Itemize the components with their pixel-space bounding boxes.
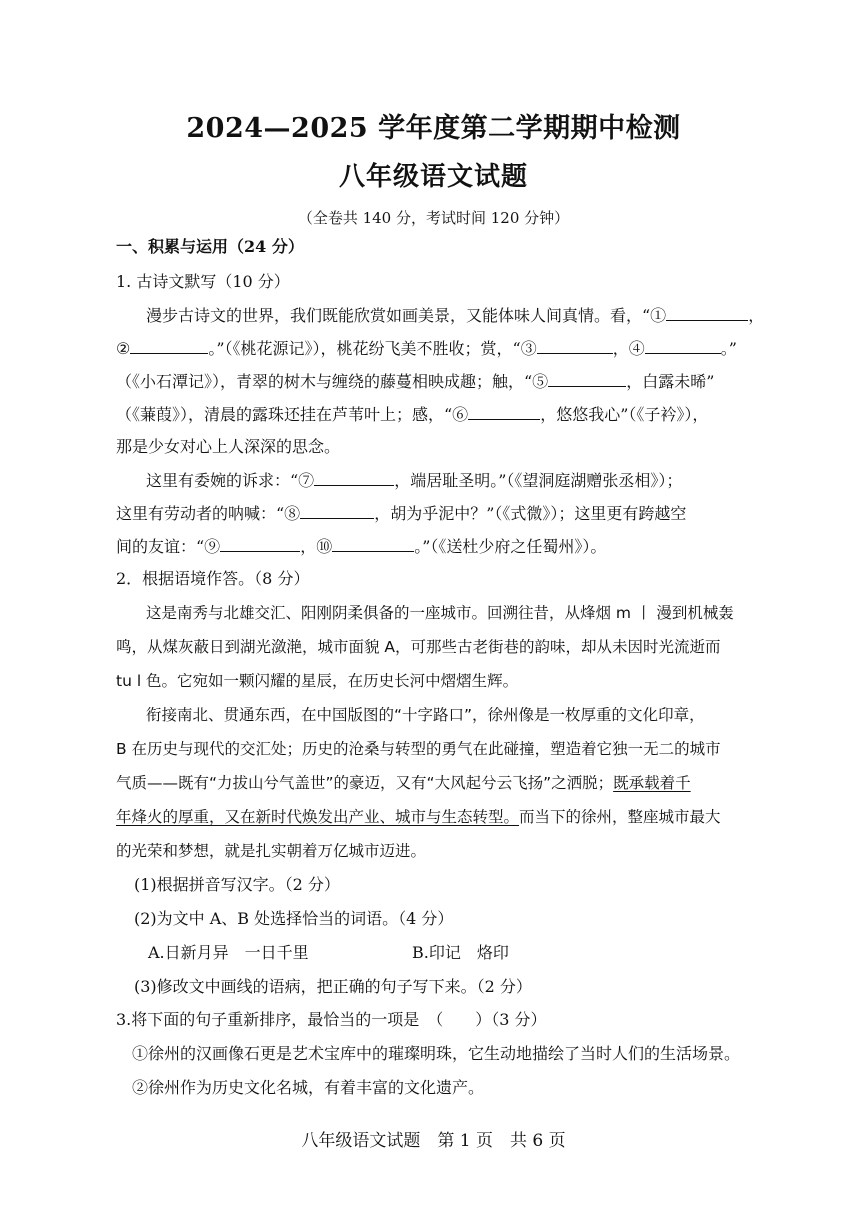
question-2-label: 2．根据语境作答。（8 分） bbox=[116, 569, 310, 588]
exam-note: （全卷共 140 分，考试时间 120 分钟） bbox=[297, 209, 570, 227]
answer-blank-10[interactable] bbox=[332, 535, 414, 552]
q1-line bbox=[146, 469, 682, 492]
q1-text: ，胡为乎泥中？”（《式微》）；这里更有跨越空 bbox=[374, 504, 687, 523]
q2-subquestion-2: (2)为文中 A、B 处选择恰当的词语。（4 分） bbox=[134, 909, 454, 928]
q2-passage-line: 鸣，从煤灰蔽日到湖光潋滟，城市面貌 A，可那些古老街巷的韵味，却从未因时光流逝而 bbox=[116, 638, 721, 656]
question-3-label: 3.将下面的句子重新排序，最恰当的一项是 （ ）（3 分） bbox=[116, 1010, 547, 1029]
answer-blank-7[interactable] bbox=[314, 469, 394, 486]
q1-line bbox=[116, 535, 606, 558]
page-footer: 八年级语文试题 第 1 页 共 6 页 bbox=[301, 1131, 566, 1151]
q1-text: 漫步古诗文的世界，我们既能欣赏如画美景，又能体味人间真情。看，“① bbox=[146, 306, 667, 325]
q1-text: 。”（《送杜少府之任蜀州》）。 bbox=[414, 537, 607, 556]
answer-blank-8[interactable] bbox=[300, 502, 374, 519]
answer-blank-2[interactable] bbox=[130, 337, 208, 354]
q1-text: ，白露未晞” bbox=[626, 372, 715, 391]
q1-text: ，悠悠我心”（《子衿》）， bbox=[540, 405, 709, 424]
q2-option-b[interactable]: B.印记 烙印 bbox=[412, 943, 509, 962]
q1-text: （《小石潭记》），青翠的树木与缠绕的藤蔓相映成趣；触，“⑤ bbox=[116, 372, 549, 391]
q2-passage-line: 的光荣和梦想，就是扎实朝着万亿城市迈进。 bbox=[116, 842, 427, 860]
q3-sentence-1: ①徐州的汉画像石更是艺术宝库中的璀璨明珠，它生动地描绘了当时人们的生活场景。 bbox=[132, 1044, 741, 1063]
question-1-label: 1. 古诗文默写（10 分） bbox=[116, 272, 290, 291]
q1-text: ， bbox=[748, 306, 765, 325]
q1-line bbox=[116, 337, 737, 360]
q2-passage-line: 衔接南北、贯通东西，在中国版图的“十字路口”，徐州像是一枚厚重的文化印章， bbox=[146, 706, 705, 724]
q1-text: 。”（《桃花源记》），桃花纷飞美不胜收；赏，“③ bbox=[208, 339, 537, 358]
q2-passage-line: B 在历史与现代的交汇处；历史的沧桑与转型的勇气在此碰撞，塑造着它独一无二的城市 bbox=[116, 740, 721, 758]
q1-line bbox=[116, 403, 708, 426]
q2-subquestion-1: (1)根据拼音写汉字。（2 分） bbox=[134, 875, 340, 894]
section-heading: 一、积累与运用（24 分） bbox=[116, 237, 304, 256]
answer-blank-4[interactable] bbox=[645, 337, 721, 354]
exam-subtitle: 八年级语文试题 bbox=[338, 162, 528, 192]
answer-blank-3[interactable] bbox=[537, 337, 613, 354]
q1-line bbox=[146, 304, 764, 327]
q1-line: 那是少女对心上人深深的思念。 bbox=[116, 437, 341, 456]
exam-title: 2024—2025 学年度第二学期期中检测 bbox=[186, 113, 681, 144]
q2-option-a[interactable]: A.日新月异 一日千里 bbox=[148, 943, 309, 962]
q1-text: ，端居耻圣明。”（《望洞庭湖赠张丞相》）； bbox=[394, 471, 683, 490]
underlined-sentence: 年烽火的厚重，又在新时代焕发出产业、城市与生态转型。 bbox=[116, 808, 520, 826]
q1-text: 这里有劳动者的呐喊：“⑧ bbox=[116, 504, 301, 523]
q2-passage-line bbox=[116, 806, 721, 828]
q1-text: 这里有委婉的诉求：“⑦ bbox=[146, 471, 315, 490]
answer-blank-5[interactable] bbox=[548, 370, 626, 387]
q1-line bbox=[116, 502, 686, 525]
q1-text: （《蒹葭》），清晨的露珠还挂在芦苇叶上；感，“⑥ bbox=[116, 405, 469, 424]
q2-passage-line bbox=[116, 772, 691, 794]
q2-text: 气质——既有“力拔山兮气盖世”的豪迈，又有“大风起兮云飞扬”之洒脱； bbox=[116, 774, 614, 792]
answer-blank-6[interactable] bbox=[468, 403, 540, 420]
q1-text: ② bbox=[116, 339, 131, 358]
q1-text: ，⑩ bbox=[300, 537, 333, 556]
answer-blank-9[interactable] bbox=[220, 535, 300, 552]
q2-subquestion-3: (3)修改文中画线的语病，把正确的句子写下来。（2 分） bbox=[134, 977, 532, 996]
q2-text: 而当下的徐州，整座城市最大 bbox=[519, 808, 721, 826]
q1-text: 间的友谊：“⑨ bbox=[116, 537, 221, 556]
q2-passage-line: tu l 色。它宛如一颗闪耀的星辰，在历史长河中熠熠生辉。 bbox=[116, 672, 519, 690]
q1-line bbox=[116, 370, 714, 393]
q2-passage-line: 这是南秀与北雄交汇、阳刚阴柔俱备的一座城市。回溯往昔，从烽烟 m 丨 漫到机械轰 bbox=[146, 604, 734, 622]
q1-text: ，④ bbox=[612, 339, 645, 358]
answer-blank-1[interactable] bbox=[666, 304, 748, 321]
q1-text: 。” bbox=[720, 339, 737, 358]
q3-sentence-2: ②徐州作为历史文化名城，有着丰富的文化遗产。 bbox=[132, 1078, 485, 1097]
underlined-sentence: 既承载着千 bbox=[613, 774, 691, 792]
